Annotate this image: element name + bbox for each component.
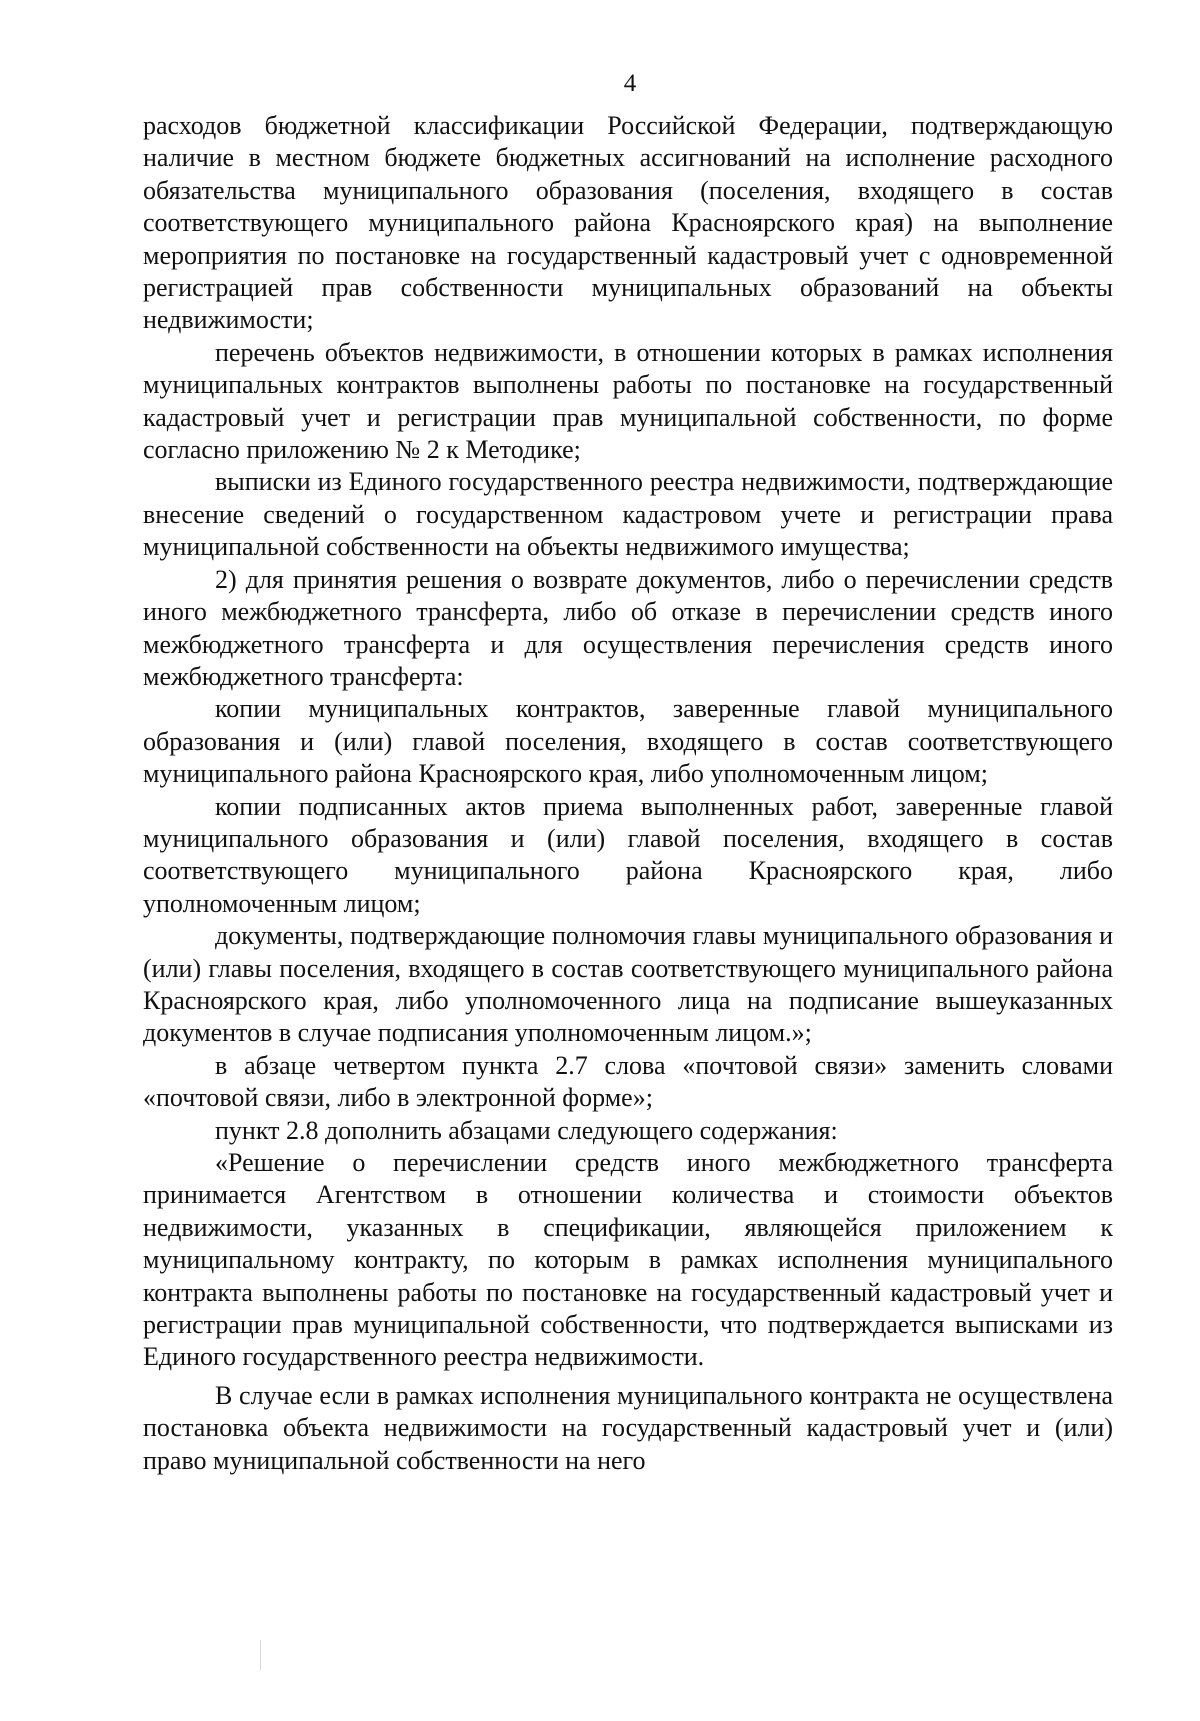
document-body bbox=[143, 110, 1113, 1477]
page-number: 4 bbox=[623, 70, 637, 97]
paragraph-decision-documents: 2) для принятия решения о возврате документов, либо о перечислении средств иного межбюджетного трансферта, либо об отказе в перечислении средств иного межбюджетного трансферта и для осуществления перечисления средств иного межбюджетного трансферта: bbox=[143, 564, 1113, 691]
paragraph-acceptance-acts: копии подписанных актов приема выполненных работ, заверенные главой муниципального образования и (или) главой поселения, входящего в состав соответствующего муниципального района Красноярского края, либо уполномоченным лицом; bbox=[143, 791, 1113, 918]
scan-artifact-line bbox=[260, 1640, 261, 1670]
paragraph-registration-case: В случае если в рамках исполнения муниципального контракта не осуществлена постановка объекта недвижимости на государственный кадастровый учет и (или) право муниципальной собственности на него bbox=[143, 1380, 1113, 1475]
paragraph-budget-classification: расходов бюджетной классификации Российской Федерации, подтверждающую наличие в местном бюджете бюджетных ассигнований на исполнение расходного обязательства муниципального образования (поселения, входящего в состав соответствующего муниципального района Красноярского края) на выполнение мероприятия по постановке на государственный кадастровый учет с одновременной регистрацией прав собственности муниципальных образований на объекты недвижимости; bbox=[143, 111, 1113, 335]
paragraph-authority-documents: документы, подтверждающие полномочия главы муниципального образования и (или) главы поселения, входящего в состав соответствующего муниципального района Красноярского края, либо уполномоченного лица на подписание вышеуказанных документов в случае подписания уполномоченным лицом.»; bbox=[143, 921, 1113, 1048]
paragraph-section-2-7-amendment: в абзаце четвертом пункта 2.7 слова «почтовой связи» заменить словами «почтовой связи, либо в электронной форме»; bbox=[143, 1050, 1113, 1113]
paragraph-registry-extracts: выписки из Единого государственного реестра недвижимости, подтверждающие внесение сведений о государственном кадастровом учете и регистрации права муниципальной собственности на объекты недвижимого имущества; bbox=[143, 467, 1113, 562]
paragraph-contract-copies: копии муниципальных контрактов, заверенные главой муниципального образования и (или) главой поселения, входящего в состав соответствующего муниципального района Красноярского края, либо уполномоченным лицом; bbox=[143, 694, 1113, 789]
paragraph-section-2-8-addition: пункт 2.8 дополнить абзацами следующего содержания: bbox=[215, 1115, 838, 1145]
paragraph-transfer-decision: «Решение о перечислении средств иного межбюджетного трансферта принимается Агентством в отношении количества и стоимости объектов недвижимости, указанных в спецификации, являющейся приложением к муниципальному контракту, по которым в рамках исполнения муниципального контракта выполнены работы по постановке на государственный кадастровый учет и регистрации прав муниципальной собственности, что подтверждается выписками из Единого государственного реестра недвижимости. bbox=[143, 1148, 1113, 1372]
paragraph-property-list: перечень объектов недвижимости, в отношении которых в рамках исполнения муниципальных контрактов выполнены работы по постановке на государственный кадастровый учет и регистрации прав муниципальной собственности, по форме согласно приложению № 2 к Методике; bbox=[143, 337, 1113, 465]
